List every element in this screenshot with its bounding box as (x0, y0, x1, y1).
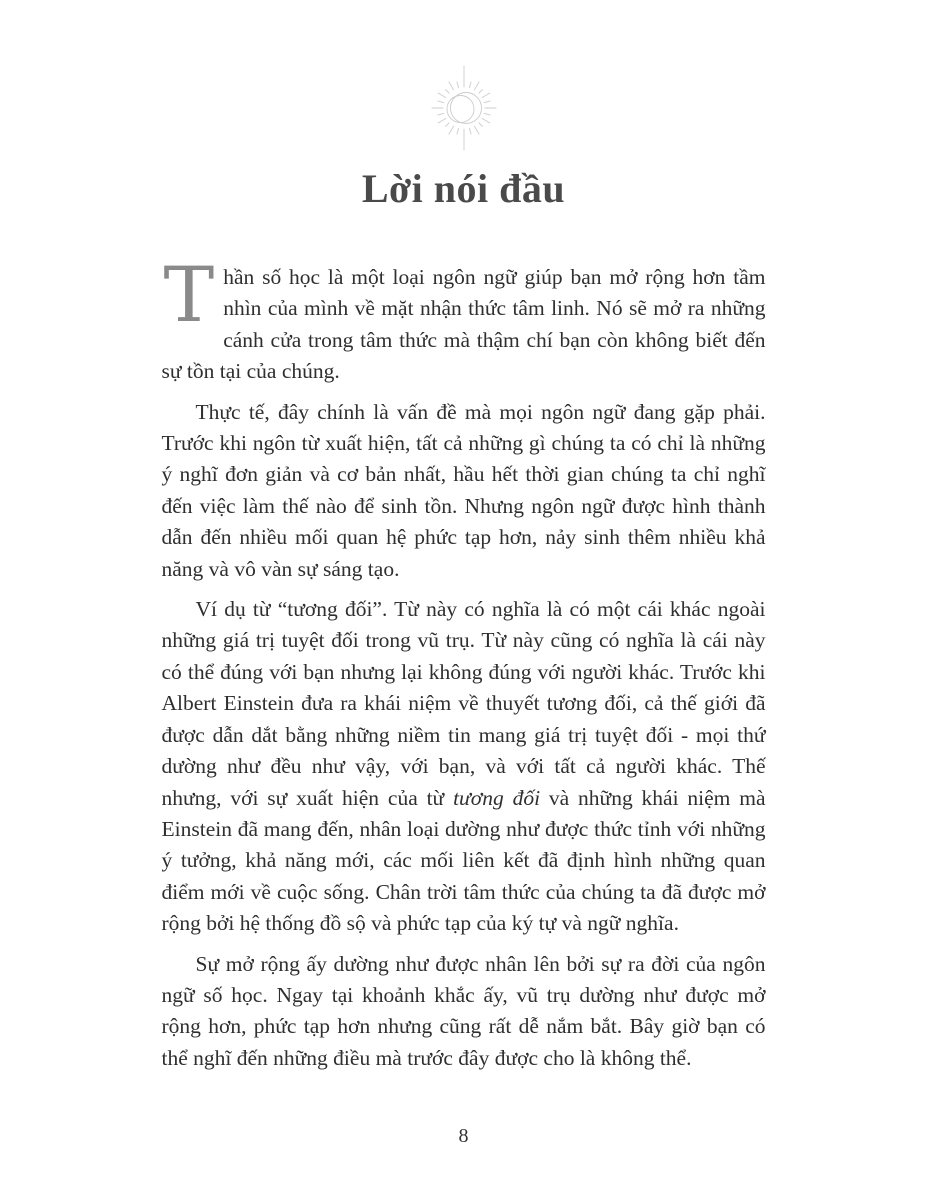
paragraph-4 (162, 949, 766, 1075)
moon-circle (447, 96, 474, 123)
paragraph-3-italic-phrase: tương đối (453, 785, 541, 810)
page-title: Lời nói đầu (361, 166, 566, 211)
paragraph-1-text: hần số học là một loại ngôn ngữ giúp bạn mở rộng hơn tầm nhìn của mình về mặt nhận thức tâm linh. Nó sẽ mở ra những cánh cửa trong tâm thức mà thậm chí bạn còn không biết đến sự tồn tại của chúng. (161, 265, 766, 384)
paragraph-2 (162, 397, 766, 585)
sun-eclipse-icon (414, 58, 514, 158)
paragraph-2-text: Thực tế, đây chính là vấn đề mà mọi ngôn ngữ đang gặp phải. Trước khi ngôn từ xuất hiện, tất cả những gì chúng ta có chỉ là những ý nghĩ đơn giản và cơ bản nhất, hầu hết thời gian chúng ta chỉ nghĩ đến việc làm thế nào để sinh tồn. Nhưng ngôn ngữ được hình thành dẫn đến nhiều mối quan hệ phức tạp hơn, nảy sinh thêm nhiều khả năng và vô vàn sự sáng tạo. (161, 399, 766, 581)
paragraph-3 (162, 594, 766, 939)
paragraph-4-text: Sự mở rộng ấy dường như được nhân lên bởi sự ra đời của ngôn ngữ số học. Ngay tại khoảnh khắc ấy, vũ trụ dường như được mở rộng hơn, phức tạp hơn nhưng cũng rất dễ nắm bắt. Bây giờ bạn có thể nghĩ đến những điều mà trước đây được cho là không thể. (161, 951, 766, 1070)
header-ornament (0, 0, 927, 163)
body-text (161, 250, 766, 1074)
page-number: 8 (458, 1125, 469, 1147)
paragraph-3-text-after: và những khái niệm mà Einstein đã mang đến, nhân loại dường như được thức tỉnh với những ý tưởng, khả năng mới, các mối liên kết đã định hình những quan điểm mới về cuộc sống. Chân trời tâm thức của chúng ta đã được mở rộng bởi hệ thống đồ sộ và phức tạp của ký tự và ngữ nghĩa. (161, 785, 766, 936)
paragraph-3-text-before: Ví dụ từ “tương đối”. Từ này có nghĩa là có một cái khác ngoài những giá trị tuyệt đối trong vũ trụ. Từ này cũng có nghĩa là cái này có thể đúng với bạn nhưng lại không đúng với người khác. Trước khi Albert Einstein đưa ra khái niệm về thuyết tương đối, cả thế giới đã được dẫn dắt bằng những niềm tin mang giá trị tuyệt đối - mọi thứ dường như đều như vậy, với bạn, và với tất cả người khác. Thế nhưng, với sự xuất hiện của từ (161, 597, 766, 810)
dropcap-letter: T (163, 250, 215, 339)
sun-rays (432, 66, 496, 150)
paragraph-1 (161, 250, 766, 388)
